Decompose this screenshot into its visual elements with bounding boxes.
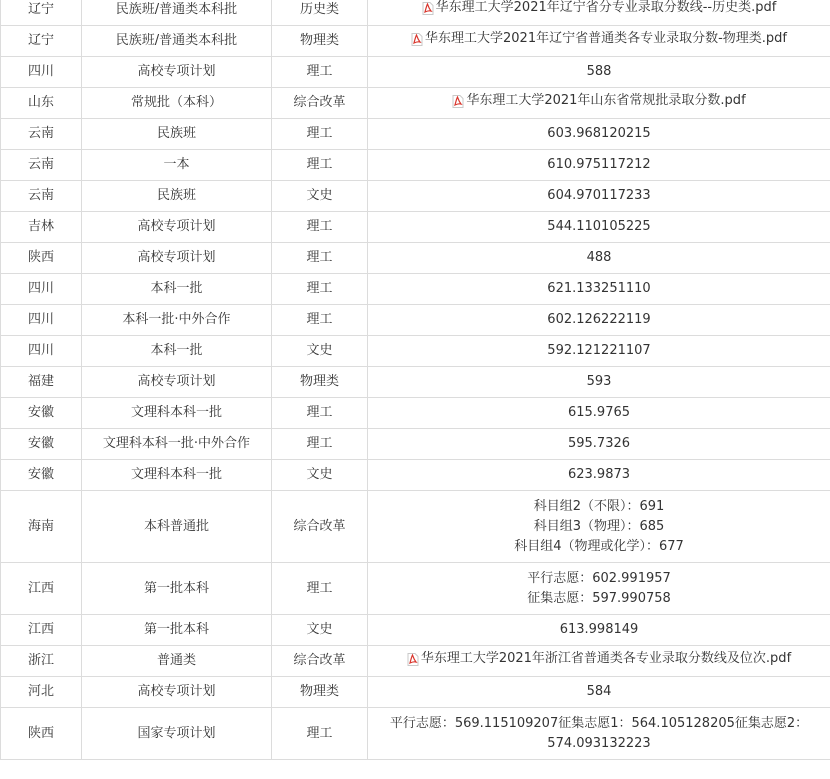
category-cell: 理工 bbox=[272, 57, 368, 88]
score-line: 602.126222119 bbox=[547, 312, 651, 327]
category-cell: 综合改革 bbox=[272, 646, 368, 677]
category-cell: 理工 bbox=[272, 119, 368, 150]
batch-cell: 高校专项计划 bbox=[82, 57, 272, 88]
score-cell bbox=[368, 181, 830, 212]
score-line: 604.970117233 bbox=[547, 188, 651, 203]
pdf-link[interactable] bbox=[411, 29, 787, 49]
batch-cell: 民族班 bbox=[82, 181, 272, 212]
table-row bbox=[1, 243, 830, 274]
table-row bbox=[1, 677, 830, 708]
table-row bbox=[1, 429, 830, 460]
score-line: 592.121221107 bbox=[547, 343, 651, 358]
batch-cell: 本科一批 bbox=[82, 336, 272, 367]
province-cell: 四川 bbox=[1, 274, 82, 305]
table-body bbox=[1, 0, 830, 760]
batch-cell: 本科普通批 bbox=[82, 491, 272, 563]
table-row bbox=[1, 305, 830, 336]
batch-cell: 文理科本科一批 bbox=[82, 398, 272, 429]
table-row bbox=[1, 563, 830, 615]
pdf-link[interactable] bbox=[422, 0, 777, 18]
score-line: 平行志愿：569.115109207征集志愿1：564.105128205征集志愿2： bbox=[389, 715, 809, 731]
batch-cell: 高校专项计划 bbox=[82, 677, 272, 708]
province-cell: 四川 bbox=[1, 57, 82, 88]
table-row bbox=[1, 615, 830, 646]
score-cell bbox=[368, 274, 830, 305]
category-cell: 综合改革 bbox=[272, 88, 368, 119]
province-cell: 云南 bbox=[1, 181, 82, 212]
table-row bbox=[1, 88, 830, 119]
score-cell bbox=[368, 398, 830, 429]
category-cell: 理工 bbox=[272, 243, 368, 274]
score-line: 488 bbox=[586, 250, 612, 265]
table-row bbox=[1, 460, 830, 491]
table-row bbox=[1, 119, 830, 150]
score-line: 593 bbox=[586, 374, 612, 389]
province-cell: 安徽 bbox=[1, 398, 82, 429]
category-cell: 理工 bbox=[272, 708, 368, 760]
province-cell: 四川 bbox=[1, 305, 82, 336]
table-row bbox=[1, 57, 830, 88]
batch-cell: 第一批本科 bbox=[82, 615, 272, 646]
batch-cell: 本科一批·中外合作 bbox=[82, 305, 272, 336]
pdf-link[interactable] bbox=[452, 91, 745, 111]
score-line: 574.093132223 bbox=[547, 735, 651, 751]
pdf-file-icon bbox=[407, 653, 419, 666]
province-cell: 江西 bbox=[1, 615, 82, 646]
province-cell: 福建 bbox=[1, 367, 82, 398]
province-cell: 吉林 bbox=[1, 212, 82, 243]
batch-cell: 民族班 bbox=[82, 119, 272, 150]
province-cell: 安徽 bbox=[1, 460, 82, 491]
category-cell: 文史 bbox=[272, 336, 368, 367]
score-cell bbox=[368, 646, 830, 677]
table-row bbox=[1, 646, 830, 677]
table-row bbox=[1, 398, 830, 429]
province-cell: 云南 bbox=[1, 119, 82, 150]
category-cell: 理工 bbox=[272, 274, 368, 305]
category-cell: 历史类 bbox=[272, 0, 368, 26]
table-row bbox=[1, 212, 830, 243]
table-row bbox=[1, 708, 830, 760]
score-line: 623.9873 bbox=[567, 467, 631, 482]
score-cell bbox=[368, 491, 830, 563]
province-cell: 陕西 bbox=[1, 708, 82, 760]
score-cell bbox=[368, 615, 830, 646]
province-cell: 江西 bbox=[1, 563, 82, 615]
category-cell: 理工 bbox=[272, 398, 368, 429]
category-cell: 物理类 bbox=[272, 26, 368, 57]
score-line: 588 bbox=[586, 64, 612, 79]
province-cell: 山东 bbox=[1, 88, 82, 119]
category-cell: 物理类 bbox=[272, 367, 368, 398]
score-cell bbox=[368, 0, 830, 26]
batch-cell: 常规批（本科） bbox=[82, 88, 272, 119]
batch-cell: 本科一批 bbox=[82, 274, 272, 305]
score-line: 征集志愿：597.990758 bbox=[527, 590, 671, 606]
table-row bbox=[1, 491, 830, 563]
table-row bbox=[1, 336, 830, 367]
pdf-link-text: 华东理工大学2021年辽宁省分专业录取分数线--历史类.pdf bbox=[435, 0, 777, 16]
score-cell bbox=[368, 150, 830, 181]
score-line: 科目组2（不限）：691 bbox=[533, 498, 665, 514]
province-cell: 河北 bbox=[1, 677, 82, 708]
score-cell bbox=[368, 708, 830, 760]
pdf-link[interactable] bbox=[407, 649, 791, 669]
category-cell: 理工 bbox=[272, 212, 368, 243]
table-row bbox=[1, 150, 830, 181]
pdf-file-icon bbox=[452, 95, 464, 108]
score-line: 615.9765 bbox=[567, 405, 631, 420]
score-cell bbox=[368, 429, 830, 460]
score-line: 科目组3（物理）：685 bbox=[533, 518, 665, 534]
score-line: 科目组4（物理或化学）：677 bbox=[514, 538, 684, 554]
score-cell bbox=[368, 305, 830, 336]
batch-cell: 普通类 bbox=[82, 646, 272, 677]
score-cell bbox=[368, 563, 830, 615]
score-line: 595.7326 bbox=[567, 436, 631, 451]
score-cell bbox=[368, 677, 830, 708]
category-cell: 物理类 bbox=[272, 677, 368, 708]
table-row bbox=[1, 0, 830, 26]
batch-cell: 文理科本科一批 bbox=[82, 460, 272, 491]
score-cell bbox=[368, 243, 830, 274]
batch-cell: 民族班/普通类本科批 bbox=[82, 0, 272, 26]
batch-cell: 第一批本科 bbox=[82, 563, 272, 615]
pdf-link-text: 华东理工大学2021年辽宁省普通类各专业录取分数-物理类.pdf bbox=[425, 31, 787, 47]
province-cell: 浙江 bbox=[1, 646, 82, 677]
table-row bbox=[1, 367, 830, 398]
batch-cell: 高校专项计划 bbox=[82, 243, 272, 274]
province-cell: 四川 bbox=[1, 336, 82, 367]
table-row bbox=[1, 26, 830, 57]
pdf-file-icon bbox=[422, 2, 434, 15]
category-cell: 文史 bbox=[272, 460, 368, 491]
pdf-link-text: 华东理工大学2021年浙江省普通类各专业录取分数线及位次.pdf bbox=[420, 651, 792, 667]
score-line: 544.110105225 bbox=[547, 219, 651, 234]
score-cell bbox=[368, 460, 830, 491]
score-line: 613.998149 bbox=[559, 622, 639, 637]
score-cell bbox=[368, 336, 830, 367]
pdf-link-text: 华东理工大学2021年山东省常规批录取分数.pdf bbox=[466, 93, 746, 109]
category-cell: 理工 bbox=[272, 429, 368, 460]
province-cell: 陕西 bbox=[1, 243, 82, 274]
score-cell bbox=[368, 57, 830, 88]
category-cell: 理工 bbox=[272, 150, 368, 181]
category-cell: 综合改革 bbox=[272, 491, 368, 563]
batch-cell: 高校专项计划 bbox=[82, 212, 272, 243]
score-cell bbox=[368, 212, 830, 243]
score-cell bbox=[368, 26, 830, 57]
batch-cell: 民族班/普通类本科批 bbox=[82, 26, 272, 57]
score-line: 平行志愿：602.991957 bbox=[527, 570, 671, 586]
score-cell bbox=[368, 88, 830, 119]
province-cell: 海南 bbox=[1, 491, 82, 563]
category-cell: 文史 bbox=[272, 615, 368, 646]
province-cell: 辽宁 bbox=[1, 26, 82, 57]
table-row bbox=[1, 274, 830, 305]
score-line: 610.975117212 bbox=[547, 157, 651, 172]
category-cell: 理工 bbox=[272, 305, 368, 336]
score-line: 584 bbox=[586, 684, 612, 699]
category-cell: 理工 bbox=[272, 563, 368, 615]
batch-cell: 文理科本科一批·中外合作 bbox=[82, 429, 272, 460]
batch-cell: 国家专项计划 bbox=[82, 708, 272, 760]
table-row bbox=[1, 181, 830, 212]
category-cell: 文史 bbox=[272, 181, 368, 212]
score-line: 621.133251110 bbox=[547, 281, 651, 296]
province-cell: 云南 bbox=[1, 150, 82, 181]
pdf-file-icon bbox=[411, 33, 423, 46]
score-line: 603.968120215 bbox=[547, 126, 651, 141]
province-cell: 安徽 bbox=[1, 429, 82, 460]
province-cell: 辽宁 bbox=[1, 0, 82, 26]
batch-cell: 高校专项计划 bbox=[82, 367, 272, 398]
score-cell bbox=[368, 119, 830, 150]
score-cell bbox=[368, 367, 830, 398]
batch-cell: 一本 bbox=[82, 150, 272, 181]
